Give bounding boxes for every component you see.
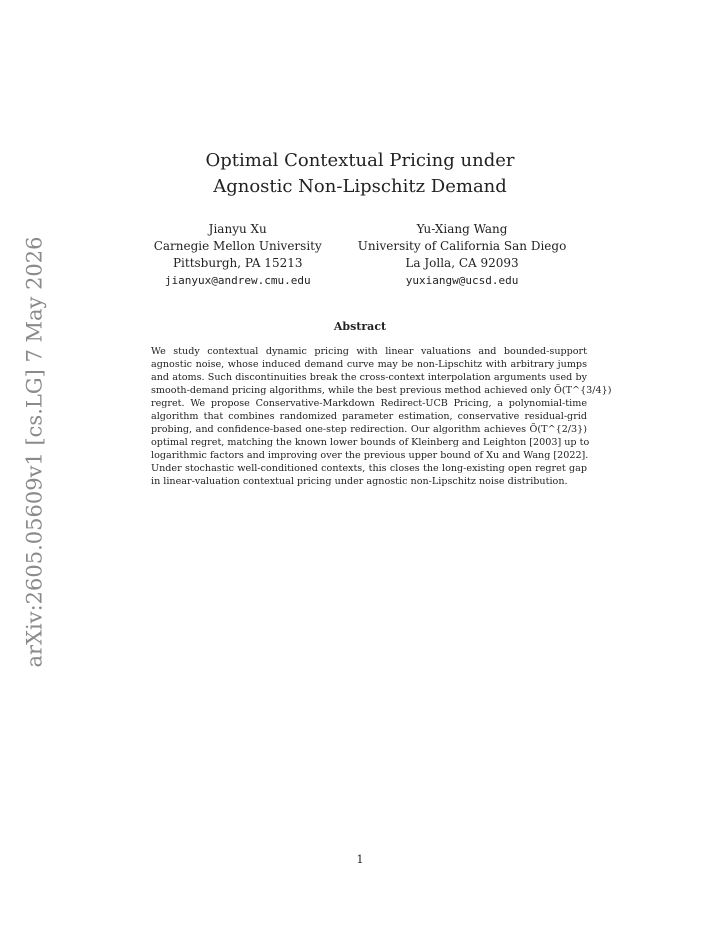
paper-title xyxy=(0,148,720,200)
arxiv-identifier xyxy=(20,236,50,668)
paper-title-line-1: Optimal Contextual Pricing under xyxy=(205,150,515,171)
paper-title-line-2: Agnostic Non-Lipschitz Demand xyxy=(213,176,507,197)
abstract-line: and atoms. Such discontinuities break the cross-context interpolation arguments used by xyxy=(151,372,587,383)
abstract-heading: Abstract xyxy=(333,320,387,333)
author-affiliation: University of California San Diego xyxy=(357,239,567,253)
author-2 xyxy=(358,221,567,289)
abstract-line: probing, and confidence-based one-step redirection. Our algorithm achieves Õ(T^{2/3}) xyxy=(151,424,587,435)
page-number: 1 xyxy=(356,853,364,866)
abstract-line: regret. We propose Conservative-Markdown Redirect-UCB Pricing, a polynomial-time xyxy=(151,398,587,409)
author-name: Yu-Xiang Wang xyxy=(416,222,508,236)
abstract-line: Under stochastic well-conditioned contexts, this closes the long-existing open regret gap xyxy=(151,463,587,474)
abstract-line: logarithmic factors and improving over the previous upper bound of Xu and Wang [2022]. xyxy=(151,450,589,461)
author-email: yuxiangw@ucsd.edu xyxy=(405,274,519,287)
abstract-line: algorithm that combines randomized parameter estimation, conservative residual-grid xyxy=(151,411,587,422)
author-address: Pittsburgh, PA 15213 xyxy=(172,256,303,270)
author-affiliation: Carnegie Mellon University xyxy=(153,239,322,253)
author-1 xyxy=(154,221,322,289)
abstract-body xyxy=(133,345,612,488)
author-address: La Jolla, CA 92093 xyxy=(405,256,519,270)
arxiv-identifier-text: arXiv:2605.05609v1 [cs.LG] 7 May 2026 xyxy=(23,236,47,668)
abstract-line: smooth-demand pricing algorithms, while the best previous method achieved only Õ(T^{3/4}) xyxy=(151,385,612,396)
author-email: jianyux@andrew.cmu.edu xyxy=(164,274,311,287)
author-block xyxy=(0,221,720,289)
abstract-line: We study contextual dynamic pricing with linear valuations and bounded-support xyxy=(151,346,587,357)
abstract-line: in linear-valuation contextual pricing under agnostic non-Lipschitz noise distribution. xyxy=(151,476,568,487)
abstract-line: agnostic noise, whose induced demand curve may be non-Lipschitz with arbitrary jumps xyxy=(151,359,587,370)
author-name: Jianyu Xu xyxy=(208,222,267,236)
abstract-line: optimal regret, matching the known lower bounds of Kleinberg and Leighton [2003] up to xyxy=(151,437,590,448)
